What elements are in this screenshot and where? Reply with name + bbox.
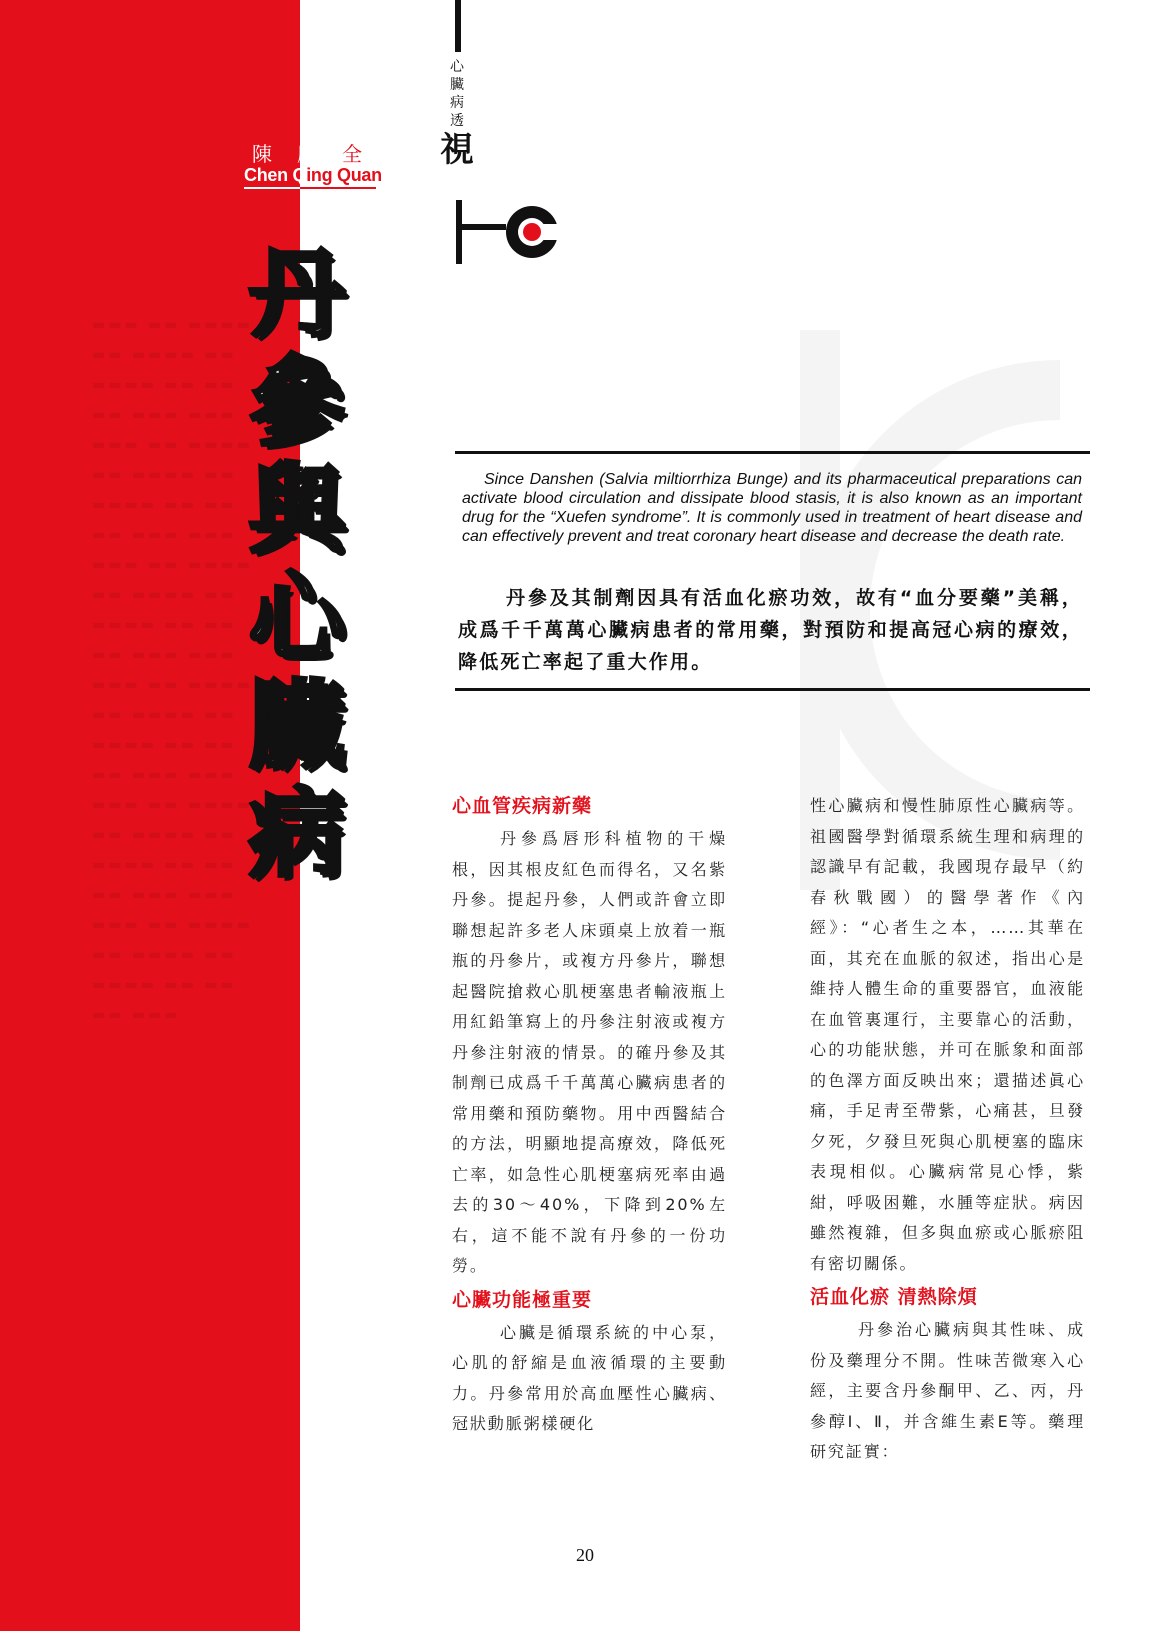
author-name-en-part1: Chen Q [244,165,307,185]
title-char: 與 [249,454,345,566]
title-char: 病 [249,778,345,890]
author-name-english [244,165,382,186]
author-char: 慶 [297,142,317,166]
column-right [810,791,1085,1468]
author-name-en-part2: ing Quan [306,165,382,185]
section-heading: 心臟功能極重要 [452,1288,593,1311]
author-char: 陳 [252,142,272,166]
author-underline [244,187,376,189]
paragraph: 丹參爲唇形科植物的干燥根，因其根皮紅色而得名，又名紫丹參。提起丹參，人們或許會立即聯想起許多老人床頭桌上放着一瓶瓶的丹參片，或複方丹參片，聯想起醫院搶救心肌梗塞患者輸液瓶上用紅鉛筆寫上的丹參注射液或複方丹參注射液的情景。的確丹參及其制劑已成爲千千萬萬心臟病患者的常用藥和預防藥物。用中西醫結合的方法，明顯地提高療效，降低死亡率，如急性心肌梗塞病死率由過去的30～40%，下降到20%左右，這不能不說有丹參的一份功勞。 [452,829,727,1275]
paragraph: 丹參治心臟病與其性味、成份及藥理分不開。性味苦微寒入心經，主要含丹參酮甲、乙、丙，丹參醇Ⅰ、Ⅱ，并含維生素E等。藥理研究証實： [810,1320,1085,1461]
top-rule [455,451,1090,454]
paragraph: 性心臟病和慢性肺原性心臟病等。祖國醫學對循環系統生理和病理的認識早有記載，我國現存最早（約春秋戰國）的醫學著作《內經》：“心者生之本，……其華在面，其充在血脈的叙述，指出心是維持人體生命的重要器官，血液能在血管裏運行，主要靠心的活動，心的功能狀態，并可在脈象和面部的色澤方面反映出來；還描述眞心痛，手足靑至帶紫，心痛甚，旦發夕死，夕發旦死與心肌梗塞的臨床表現相似。心臟病常見心悸，紫紺，呼吸困難，水腫等症狀。病因雖然複雜，但多與血瘀或心脈瘀阻有密切關係。 [810,796,1085,1273]
section-heading: 活血化瘀 清熱除煩 [810,1286,978,1308]
section-heading: 心血管疾病新藥 [452,795,593,817]
series-char: 心 [450,59,464,75]
series-char-large: 視 [440,130,474,170]
bottom-rule [455,688,1090,691]
column-left [452,788,727,1440]
series-char: 病 [450,95,464,111]
title-char: 丹 [249,238,345,350]
series-vertical-bar [455,0,461,52]
series-char: 臟 [450,77,464,93]
title-char: 臟 [249,670,345,782]
article-title [232,240,362,888]
title-char: 心 [249,562,345,674]
series-label [440,58,474,170]
series-char: 透 [450,113,464,129]
abstract-english: Since Danshen (Salvia miltiorrhiza Bunge) and its pharmaceutical preparations can activate blood circulation and dissipate blood stasis, it is also known as an important drug for the “Xuefen syndrome”. It is commonly used in treatment of heart disease and can effectively prevent and treat coronary heart disease and decrease the death rate. [462,471,1082,545]
abstract-chinese: 丹參及其制劑因具有活血化瘀功效，故有“血分要藥”美稱，成爲千千萬萬心臟病患者的常用藥，對預防和提高冠心病的療效，降低死亡率起了重大作用。 [458,587,1083,673]
paragraph: 心臟是循環系統的中心泵，心肌的舒縮是血液循環的主要動力。丹參常用於高血壓性心臟病、冠狀動脈粥樣硬化 [452,1322,727,1433]
title-char: 參 [249,346,345,458]
page-number: 20 [576,1545,594,1565]
bleed-through-text: ▬▬▬ ▬▬ ▬▬▬▬ ▬▬ ▬▬▬▬ ▬▬ ▬▬▬▬ ▬▬ ▬▬ ▬▬ ▬▬▬ ▬▬▬ ▬▬▬ ▬▬ ▬▬▬▬ ▬▬ ▬▬▬▬ ▬▬ ▬▬▬▬ ▬▬ ▬▬ ▬▬ ▬▬▬ ▬▬▬ ▬▬▬ ▬▬ ▬▬▬▬ ▬▬ ▬▬▬▬ ▬▬ ▬▬▬▬ ▬▬ ▬▬ ▬▬ ▬▬▬ ▬▬▬ ▬▬▬ ▬▬ ▬▬▬▬ ▬▬ ▬▬▬▬ ▬▬ ▬▬▬▬ ▬▬ ▬▬ ▬▬ ▬▬▬ ▬▬▬ ▬▬▬ ▬▬ ▬▬▬▬ ▬▬ ▬▬▬▬ ▬▬ ▬▬▬▬ ▬▬ ▬▬ ▬▬ ▬▬▬ ▬▬▬ ▬▬▬ ▬▬ ▬▬▬▬ ▬▬ ▬▬▬▬ ▬▬ ▬▬▬▬ ▬▬ ▬▬ ▬▬ ▬▬▬ [92,317,253,1023]
hc-logo-icon [454,200,574,264]
author-char: 全 [342,142,362,166]
author-name-chinese [252,138,362,167]
